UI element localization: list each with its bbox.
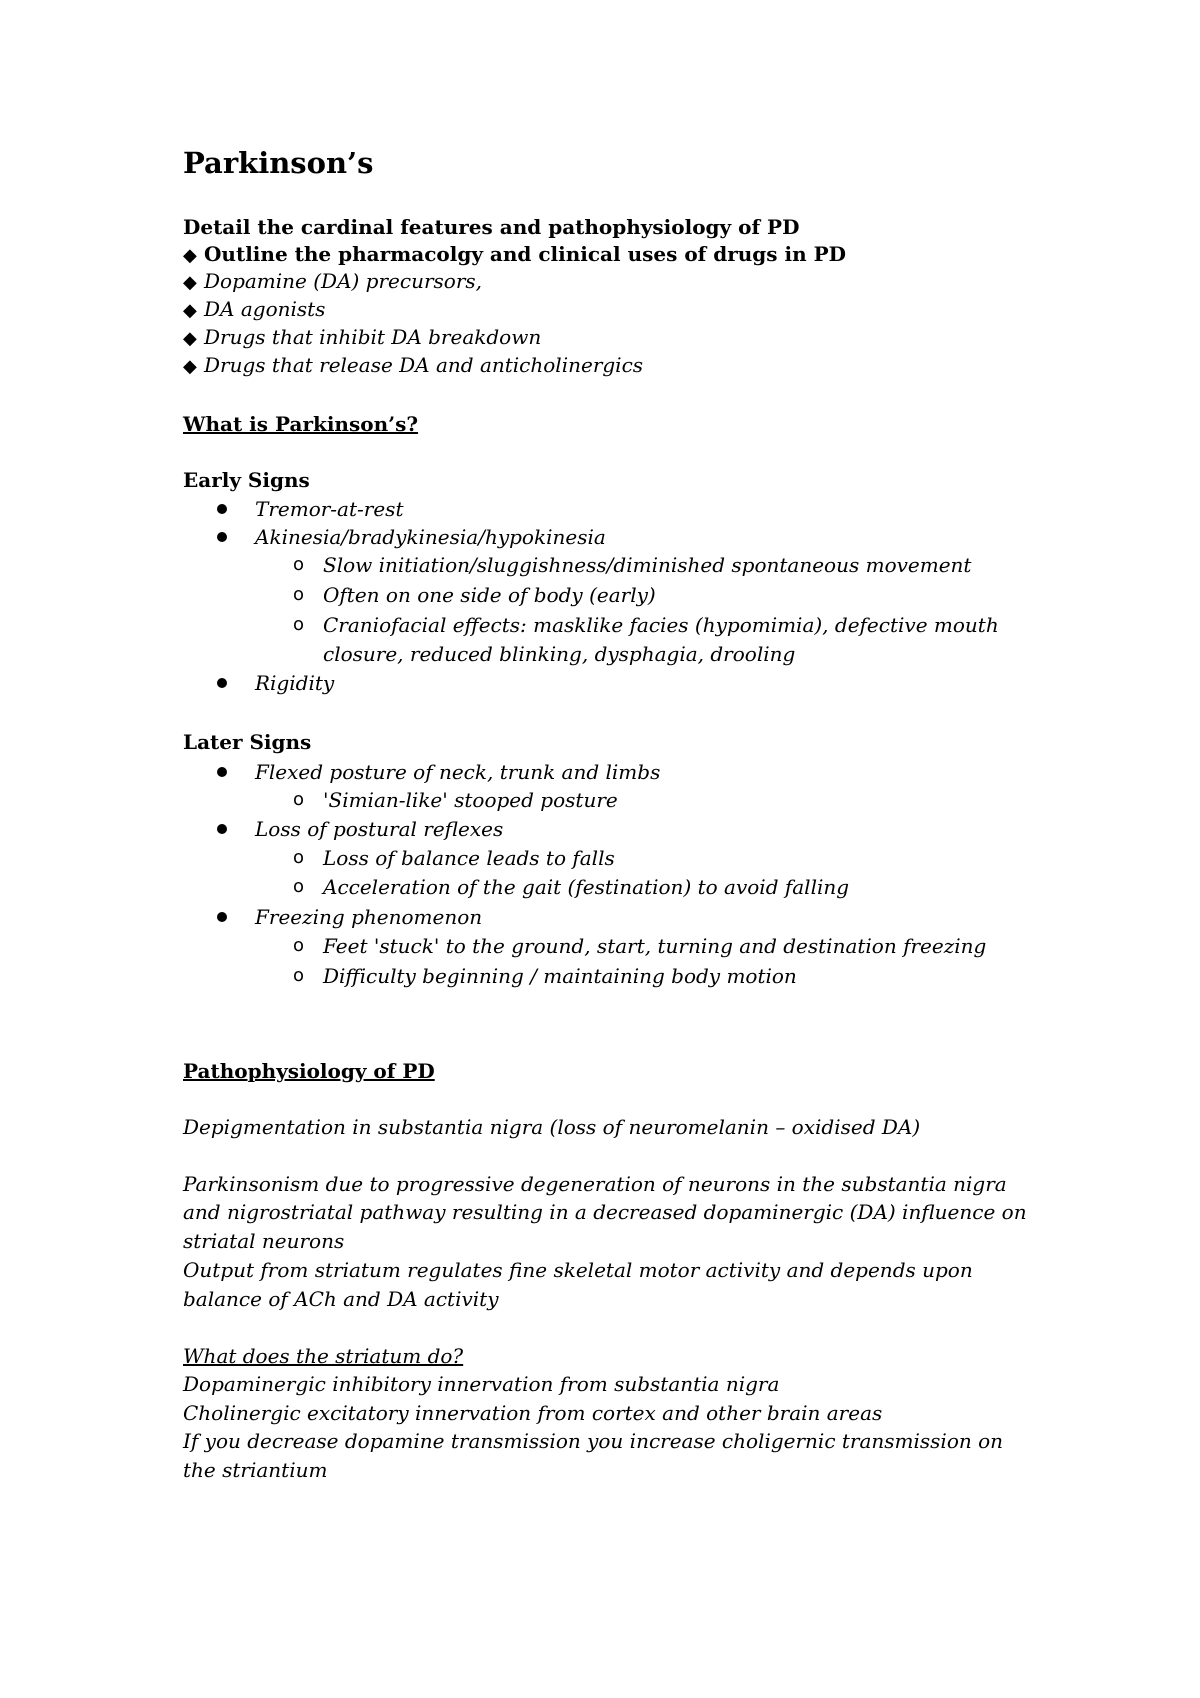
paragraph-line: Parkinsonism due to progressive degeneration of neurons in the substantia nigra [183, 1172, 1007, 1196]
circle-bullet-icon: o [293, 876, 305, 897]
early-signs-heading: Early Signs [183, 468, 310, 492]
paragraph-line: If you decrease dopamine transmission you increase choligernic transmission on [183, 1429, 1004, 1453]
bullet-icon [217, 678, 227, 688]
bullet-icon [217, 504, 227, 514]
paragraph: Depigmentation in substantia nigra (loss of neuromelanin – oxidised DA) [183, 1115, 921, 1139]
diamond-bullet-icon: ◆ [183, 328, 197, 349]
objective-item: ◆ DA agonists [183, 296, 325, 324]
circle-bullet-icon: o [293, 789, 305, 810]
bullet-icon [217, 824, 227, 834]
paragraph-line: the striantium [183, 1458, 328, 1482]
objective-item: ◆ Outline the pharmacolgy and clinical uses of drugs in PD [183, 241, 846, 269]
circle-bullet-icon: o [293, 847, 305, 868]
objective-item: ◆ Drugs that release DA and anticholinergics [183, 352, 643, 380]
diamond-bullet-icon: ◆ [183, 272, 197, 293]
section-heading-pathophysiology: Pathophysiology of PD [183, 1059, 435, 1083]
circle-bullet-icon: o [293, 614, 305, 635]
paragraph-line: balance of ACh and DA activity [183, 1287, 499, 1311]
paragraph-line: and nigrostriatal pathway resulting in a decreased dopaminergic (DA) influence on [183, 1200, 1027, 1224]
circle-bullet-icon: o [293, 965, 305, 986]
objective-item: ◆ Dopamine (DA) precursors, [183, 268, 482, 296]
striatum-heading: What does the striatum do? [183, 1344, 464, 1368]
objective-item: ◆ Drugs that inhibit DA breakdown [183, 324, 541, 352]
paragraph-line: striatal neurons [183, 1229, 345, 1253]
section-heading-what-is: What is Parkinson’s? [183, 412, 419, 436]
circle-bullet-icon: o [293, 584, 305, 605]
page-title: Parkinson’s [183, 146, 374, 180]
bullet-icon [217, 767, 227, 777]
paragraph-line: Dopaminergic inhibitory innervation from substantia nigra [183, 1372, 780, 1396]
later-signs-heading: Later Signs [183, 730, 312, 754]
bullet-icon [217, 532, 227, 542]
diamond-bullet-icon: ◆ [183, 245, 197, 266]
paragraph-line: Output from striatum regulates fine skeletal motor activity and depends upon [183, 1258, 973, 1282]
objectives-heading: Detail the cardinal features and pathophysiology of PD [183, 215, 800, 239]
circle-bullet-icon: o [293, 935, 305, 956]
paragraph-line: Cholinergic excitatory innervation from cortex and other brain areas [183, 1401, 883, 1425]
bullet-icon [217, 912, 227, 922]
diamond-bullet-icon: ◆ [183, 356, 197, 377]
diamond-bullet-icon: ◆ [183, 300, 197, 321]
circle-bullet-icon: o [293, 554, 305, 575]
